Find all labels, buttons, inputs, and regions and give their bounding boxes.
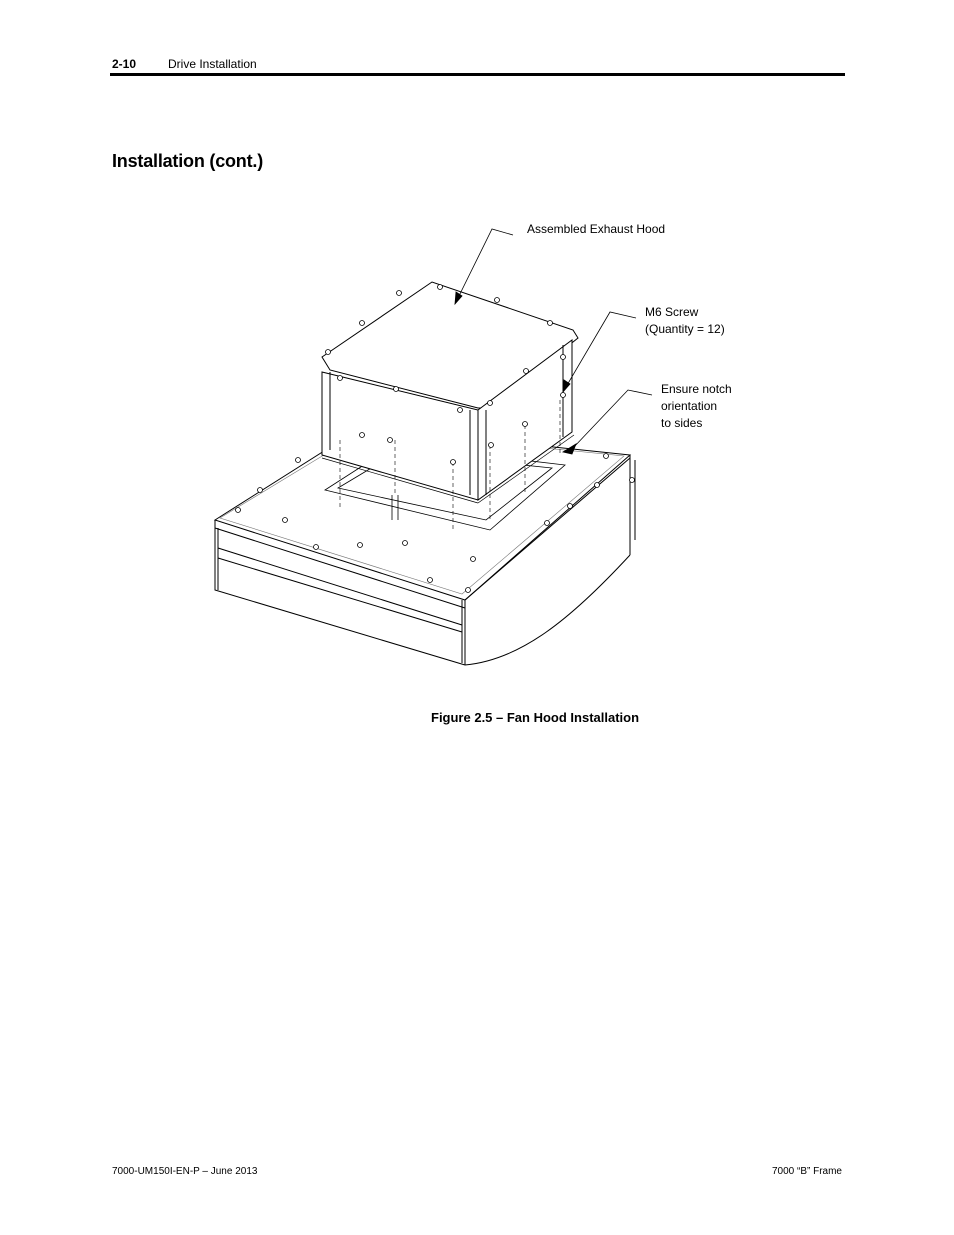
- figure-caption: Figure 2.5 – Fan Hood Installation: [431, 710, 640, 725]
- footer-document-id: 7000-UM150I-EN-P – June 2013: [112, 1166, 258, 1177]
- page-number: 2-10: [112, 57, 137, 71]
- callout-notch-line3: to sides: [661, 416, 703, 430]
- callout-assembled-exhaust-hood: Assembled Exhaust Hood: [527, 222, 666, 236]
- callout-m6-screw: [645, 304, 725, 338]
- callout-m6-screw-line1: M6 Screw: [645, 305, 699, 319]
- callout-m6-screw-line2: (Quantity = 12): [645, 322, 725, 336]
- callout-notch-line1: Ensure notch: [661, 382, 732, 396]
- section-title: Installation (cont.): [112, 151, 263, 171]
- footer-product-name: 7000 “B” Frame: [771, 1166, 842, 1177]
- running-header-section: Drive Installation: [168, 57, 257, 71]
- callout-notch-orientation: [661, 381, 732, 432]
- callout-notch-line2: orientation: [661, 399, 718, 413]
